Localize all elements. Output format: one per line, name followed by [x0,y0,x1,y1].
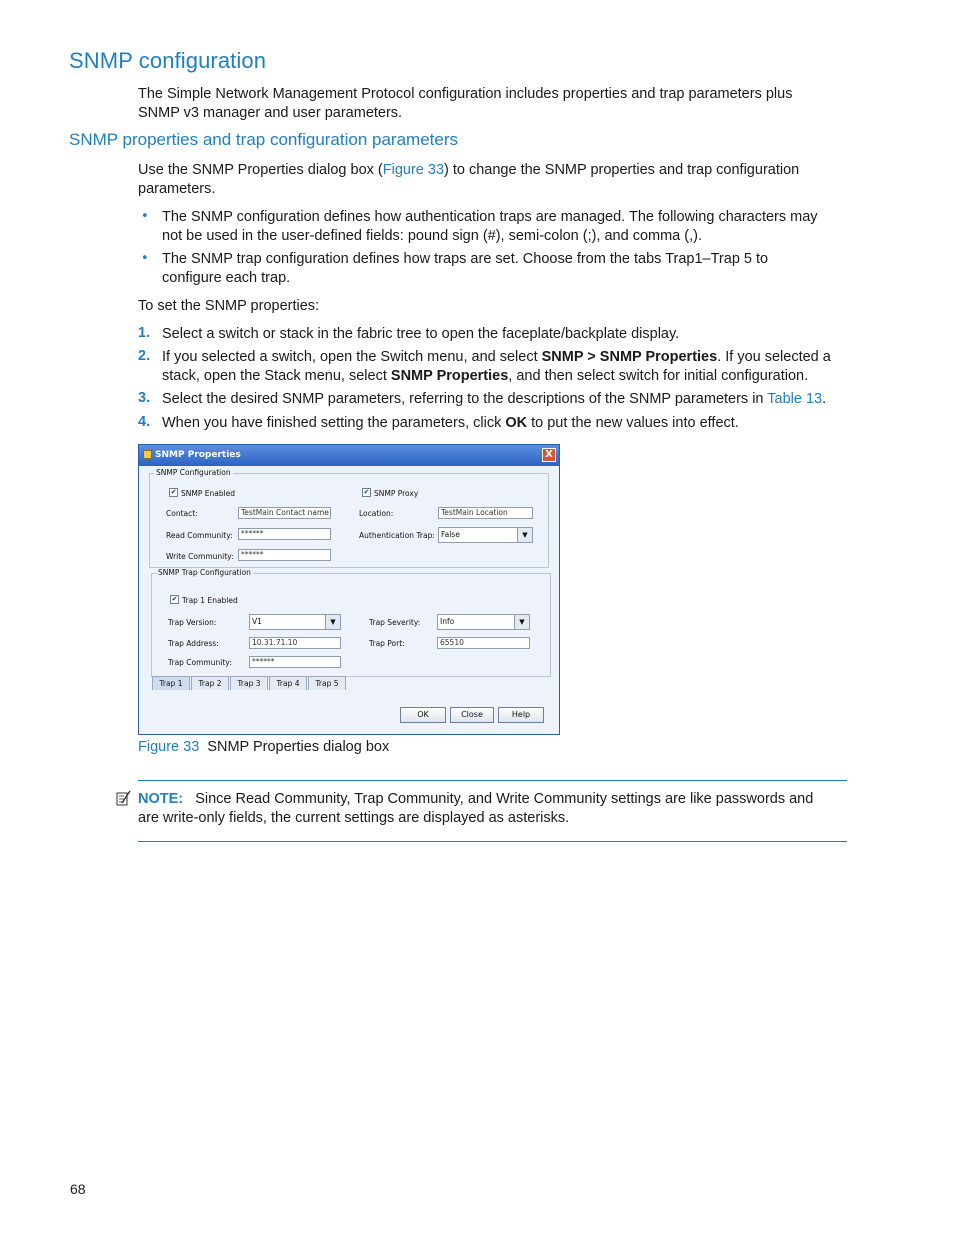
bullet-1-line-1: The SNMP configuration defines how authentication traps are managed. The following characters may [162,209,818,225]
dialog-title: SNMP Properties [155,450,241,460]
contact-label: Contact: [166,509,198,518]
step-number: 1. [138,325,151,341]
page-title: SNMP configuration [69,48,267,73]
tab-trap-3[interactable]: Trap 3 [230,676,268,690]
section-heading: SNMP properties and trap configuration parameters [69,130,458,149]
figure-caption: Figure 33 SNMP Properties dialog box [138,739,390,755]
tab-trap-1[interactable]: Trap 1 [152,676,190,690]
note-line-2: are write-only fields, the current settings are displayed as asterisks. [138,810,570,826]
trap-version-select[interactable]: V1 ▼ [249,614,341,630]
write-community-field[interactable]: ****** [238,549,331,561]
bullet-icon: • [141,209,149,224]
trap-enabled-label: Trap 1 Enabled [182,596,238,605]
bullet-2-line-1: The SNMP trap configuration defines how traps are set. Choose from the tabs Trap1–Trap 5 to [162,251,769,267]
step-3-text: Select the desired SNMP parameters, referring to the descriptions of the SNMP parameters in Table 13. [162,391,827,407]
authentication-trap-select[interactable]: False ▼ [438,527,533,543]
step-4-text: When you have finished setting the parameters, click OK to put the new values into effect. [162,415,739,431]
step-number: 4. [138,414,151,430]
contact-field[interactable]: TestMain Contact name [238,507,331,519]
intro-line-2: SNMP v3 manager and user parameters. [138,105,403,121]
page-number: 68 [70,1181,86,1197]
use-paragraph-line-1: Use the SNMP Properties dialog box (Figure 33) to change the SNMP properties and trap configuration [138,162,800,178]
step-1-text: Select a switch or stack in the fabric tree to open the faceplate/backplate display. [162,326,680,342]
figure-link[interactable]: Figure 33 [382,162,445,178]
note-icon [115,790,131,806]
tab-trap-4[interactable]: Trap 4 [269,676,307,690]
help-button[interactable]: Help [498,707,544,723]
intro-line-1: The Simple Network Management Protocol configuration includes properties and trap parameters plus [138,86,793,102]
read-community-label: Read Community: [166,531,233,540]
trap-community-label: Trap Community: [168,658,232,667]
bullet-1-line-2: not be used in the user-defined fields: pound sign (#), semi-colon (;), and comma (,). [162,228,702,244]
note-label: NOTE: [138,791,184,807]
group-label: SNMP Configuration [156,468,231,477]
trap-port-field[interactable]: 65510 [437,637,530,649]
close-button[interactable]: Close [450,707,494,723]
trap-community-field[interactable]: ****** [249,656,341,668]
step-number: 3. [138,390,151,406]
table-link[interactable]: Table 13 [767,391,823,407]
group-label: SNMP Trap Configuration [158,568,251,577]
trap-address-field[interactable]: 10.31.71.10 [249,637,341,649]
close-icon[interactable]: X [542,448,556,462]
snmp-proxy-label: SNMP Proxy [374,489,419,498]
note-bottom-rule [138,841,847,842]
note-top-rule [138,780,847,781]
ok-button[interactable]: OK [400,707,446,723]
tab-trap-2[interactable]: Trap 2 [191,676,229,690]
trap-severity-label: Trap Severity: [369,618,421,627]
snmp-enabled-label: SNMP Enabled [181,489,236,498]
step-number: 2. [138,348,151,364]
app-icon [143,450,152,459]
trap-enabled-checkbox[interactable]: ✔ [171,595,178,603]
location-label: Location: [359,509,394,518]
trap-version-label: Trap Version: [168,618,217,627]
step-2-line-1: If you selected a switch, open the Switch menu, and select SNMP > SNMP Properties. If you selected a [162,349,831,365]
bullet-2-line-2: configure each trap. [162,270,291,286]
dialog-titlebar [139,445,559,466]
snmp-proxy-checkbox[interactable]: ✔ [363,488,370,496]
note-line-1: NOTE: Since Read Community, Trap Community, and Write Community settings are like passwords and [138,791,814,807]
authentication-trap-label: Authentication Trap: [359,531,435,540]
bullet-icon: • [141,251,149,266]
chevron-down-icon[interactable]: ▼ [517,528,532,542]
use-paragraph-line-2: parameters. [138,181,216,197]
tab-trap-5[interactable]: Trap 5 [308,676,346,690]
chevron-down-icon[interactable]: ▼ [325,615,340,629]
step-2-line-2: stack, open the Stack menu, select SNMP Properties, and then select switch for initial configuration. [162,368,809,384]
trap-address-label: Trap Address: [168,639,219,648]
location-field[interactable]: TestMain Location [438,507,533,519]
write-community-label: Write Community: [166,552,234,561]
chevron-down-icon[interactable]: ▼ [514,615,529,629]
to-set-text: To set the SNMP properties: [138,298,320,314]
read-community-field[interactable]: ****** [238,528,331,540]
snmp-enabled-checkbox[interactable]: ✔ [170,488,177,496]
trap-severity-select[interactable]: Info ▼ [437,614,530,630]
trap-port-label: Trap Port: [369,639,405,648]
